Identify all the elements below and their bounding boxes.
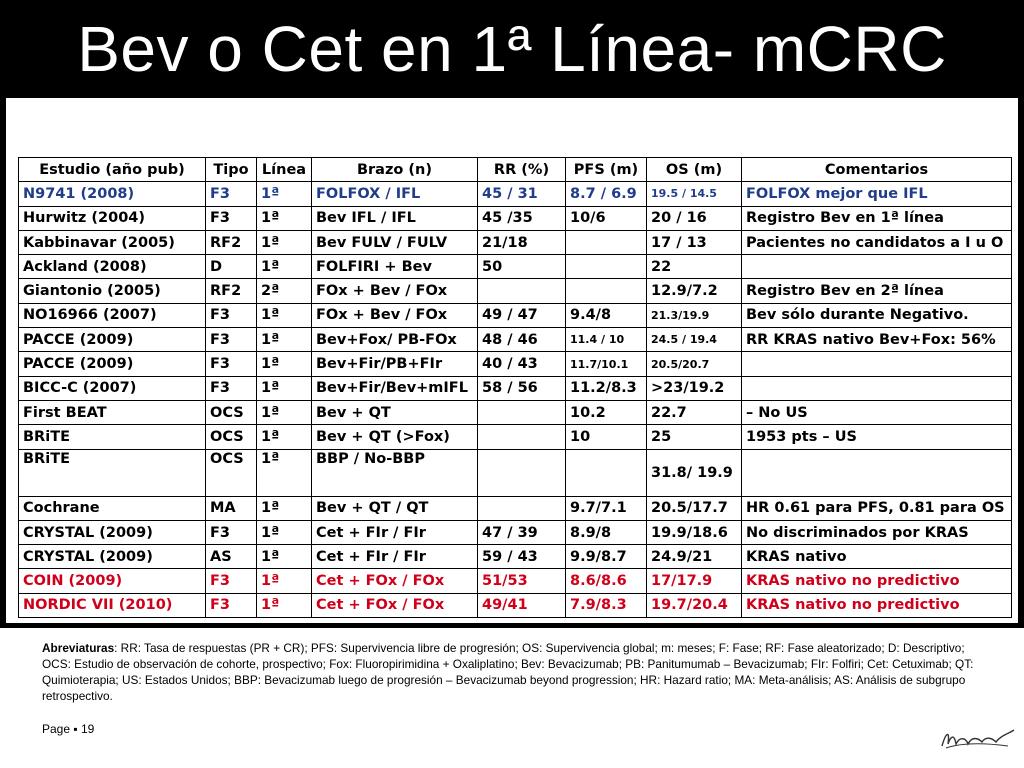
cell-comentarios bbox=[742, 352, 1012, 376]
cell-rr bbox=[478, 279, 566, 303]
cell-os: 19.7/20.4 bbox=[647, 593, 742, 617]
cell-rr: 58 / 56 bbox=[478, 376, 566, 400]
cell-tipo: F3 bbox=[206, 569, 257, 593]
cell-rr bbox=[478, 425, 566, 449]
cell-linea: 1ª bbox=[257, 593, 312, 617]
cell-os: 21.3/19.9 bbox=[647, 303, 742, 327]
cell-pfs bbox=[566, 230, 647, 254]
abbreviations-footnote bbox=[42, 640, 982, 704]
cell-comentarios: KRAS nativo no predictivo bbox=[742, 569, 1012, 593]
cell-brazo: Cet + FIr / FIr bbox=[312, 545, 478, 569]
cell-tipo: F3 bbox=[206, 352, 257, 376]
cell-estudio: CRYSTAL (2009) bbox=[19, 520, 206, 544]
cell-os: 20 / 16 bbox=[647, 206, 742, 230]
cell-linea: 1ª bbox=[257, 520, 312, 544]
cell-comentarios: Registro Bev en 2ª línea bbox=[742, 279, 1012, 303]
cell-brazo: Cet + FOx / FOx bbox=[312, 593, 478, 617]
cell-brazo: Bev+Fir/PB+FIr bbox=[312, 352, 478, 376]
cell-brazo: Cet + FIr / FIr bbox=[312, 520, 478, 544]
table-row bbox=[19, 303, 1012, 327]
cell-brazo: Bev+Fox/ PB-FOx bbox=[312, 328, 478, 352]
table-row bbox=[19, 255, 1012, 279]
table-row bbox=[19, 569, 1012, 593]
cell-pfs: 8.9/8 bbox=[566, 520, 647, 544]
cell-tipo: OCS bbox=[206, 425, 257, 449]
cell-os: 25 bbox=[647, 425, 742, 449]
cell-linea: 1ª bbox=[257, 352, 312, 376]
cell-rr: 40 / 43 bbox=[478, 352, 566, 376]
cell-os: 22.7 bbox=[647, 400, 742, 424]
cell-rr: 49/41 bbox=[478, 593, 566, 617]
cell-estudio: Ackland (2008) bbox=[19, 255, 206, 279]
table-row bbox=[19, 352, 1012, 376]
cell-pfs bbox=[566, 279, 647, 303]
cell-rr: 48 / 46 bbox=[478, 328, 566, 352]
table-row bbox=[19, 545, 1012, 569]
table-row bbox=[19, 230, 1012, 254]
cell-comentarios bbox=[742, 449, 1012, 496]
cell-tipo: F3 bbox=[206, 206, 257, 230]
cell-estudio: NORDIC VII (2010) bbox=[19, 593, 206, 617]
cell-rr bbox=[478, 496, 566, 520]
cell-pfs: 9.4/8 bbox=[566, 303, 647, 327]
header-comentarios: Comentarios bbox=[742, 158, 1012, 182]
slide-title: Bev o Cet en 1ª Línea- mCRC bbox=[77, 13, 947, 85]
cell-pfs bbox=[566, 449, 647, 496]
page-value: 19 bbox=[80, 722, 95, 736]
cell-pfs: 9.9/8.7 bbox=[566, 545, 647, 569]
cell-estudio: CRYSTAL (2009) bbox=[19, 545, 206, 569]
cell-comentarios: RR KRAS nativo Bev+Fox: 56% bbox=[742, 328, 1012, 352]
cell-pfs: 10 bbox=[566, 425, 647, 449]
cell-brazo: Bev + QT (>Fox) bbox=[312, 425, 478, 449]
cell-estudio: COIN (2009) bbox=[19, 569, 206, 593]
cell-tipo: F3 bbox=[206, 328, 257, 352]
cell-tipo: RF2 bbox=[206, 230, 257, 254]
cell-os: 24.9/21 bbox=[647, 545, 742, 569]
cell-brazo: Cet + FOx / FOx bbox=[312, 569, 478, 593]
cell-brazo: Bev FULV / FULV bbox=[312, 230, 478, 254]
cell-linea: 1ª bbox=[257, 206, 312, 230]
cell-rr bbox=[478, 400, 566, 424]
table-row bbox=[19, 520, 1012, 544]
cell-pfs: 11.7/10.1 bbox=[566, 352, 647, 376]
table-row bbox=[19, 593, 1012, 617]
cell-tipo: MA bbox=[206, 496, 257, 520]
table-row bbox=[19, 425, 1012, 449]
cell-os: 24.5 / 19.4 bbox=[647, 328, 742, 352]
cell-rr: 51/53 bbox=[478, 569, 566, 593]
cell-tipo: OCS bbox=[206, 449, 257, 496]
cell-estudio: BICC-C (2007) bbox=[19, 376, 206, 400]
cell-estudio: BRiTE bbox=[19, 425, 206, 449]
cell-brazo: BBP / No-BBP bbox=[312, 449, 478, 496]
cell-pfs: 8.6/8.6 bbox=[566, 569, 647, 593]
header-brazo: Brazo (n) bbox=[312, 158, 478, 182]
cell-brazo: Bev + QT bbox=[312, 400, 478, 424]
cell-estudio: BRiTE bbox=[19, 449, 206, 496]
table-header-row bbox=[19, 158, 1012, 182]
cell-brazo: Bev+Fir/Bev+mIFL bbox=[312, 376, 478, 400]
cell-linea: 1ª bbox=[257, 230, 312, 254]
cell-linea: 2ª bbox=[257, 279, 312, 303]
table-row bbox=[19, 206, 1012, 230]
cell-tipo: F3 bbox=[206, 303, 257, 327]
signature-icon bbox=[938, 724, 1018, 754]
cell-brazo: FOLFIRI + Bev bbox=[312, 255, 478, 279]
header-estudio: Estudio (año pub) bbox=[19, 158, 206, 182]
cell-estudio: First BEAT bbox=[19, 400, 206, 424]
cell-os: 22 bbox=[647, 255, 742, 279]
cell-pfs: 11.2/8.3 bbox=[566, 376, 647, 400]
cell-brazo: Bev + QT / QT bbox=[312, 496, 478, 520]
cell-pfs: 8.7 / 6.9 bbox=[566, 182, 647, 206]
page-label: Page bbox=[42, 722, 71, 736]
cell-linea: 1ª bbox=[257, 569, 312, 593]
cell-pfs bbox=[566, 255, 647, 279]
cell-comentarios: 1953 pts – US bbox=[742, 425, 1012, 449]
cell-tipo: F3 bbox=[206, 182, 257, 206]
cell-estudio: NO16966 (2007) bbox=[19, 303, 206, 327]
cell-tipo: OCS bbox=[206, 400, 257, 424]
header-os: OS (m) bbox=[647, 158, 742, 182]
cell-pfs: 10/6 bbox=[566, 206, 647, 230]
cell-tipo: F3 bbox=[206, 376, 257, 400]
cell-pfs: 9.7/7.1 bbox=[566, 496, 647, 520]
cell-estudio: PACCE (2009) bbox=[19, 328, 206, 352]
cell-comentarios bbox=[742, 255, 1012, 279]
cell-estudio: PACCE (2009) bbox=[19, 352, 206, 376]
cell-estudio: Giantonio (2005) bbox=[19, 279, 206, 303]
table-row bbox=[19, 279, 1012, 303]
cell-comentarios: KRAS nativo bbox=[742, 545, 1012, 569]
header-linea: Línea bbox=[257, 158, 312, 182]
cell-os: 20.5/20.7 bbox=[647, 352, 742, 376]
cell-comentarios: FOLFOX mejor que IFL bbox=[742, 182, 1012, 206]
cell-os: 17/17.9 bbox=[647, 569, 742, 593]
cell-pfs: 10.2 bbox=[566, 400, 647, 424]
cell-rr: 59 / 43 bbox=[478, 545, 566, 569]
cell-comentarios: No discriminados por KRAS bbox=[742, 520, 1012, 544]
cell-rr: 45 / 31 bbox=[478, 182, 566, 206]
cell-linea: 1ª bbox=[257, 400, 312, 424]
cell-brazo: FOx + Bev / FOx bbox=[312, 279, 478, 303]
table-row bbox=[19, 496, 1012, 520]
cell-estudio: Hurwitz (2004) bbox=[19, 206, 206, 230]
cell-linea: 1ª bbox=[257, 255, 312, 279]
table-row bbox=[19, 400, 1012, 424]
table-row bbox=[19, 328, 1012, 352]
cell-estudio: Kabbinavar (2005) bbox=[19, 230, 206, 254]
cell-comentarios: KRAS nativo no predictivo bbox=[742, 593, 1012, 617]
studies-table bbox=[18, 157, 1012, 618]
cell-tipo: F3 bbox=[206, 520, 257, 544]
cell-comentarios bbox=[742, 376, 1012, 400]
cell-tipo: RF2 bbox=[206, 279, 257, 303]
header-rr: RR (%) bbox=[478, 158, 566, 182]
cell-comentarios: – No US bbox=[742, 400, 1012, 424]
cell-linea: 1ª bbox=[257, 496, 312, 520]
cell-rr: 47 / 39 bbox=[478, 520, 566, 544]
cell-pfs: 11.4 / 10 bbox=[566, 328, 647, 352]
cell-linea: 1ª bbox=[257, 182, 312, 206]
table-row bbox=[19, 182, 1012, 206]
cell-os: 19.9/18.6 bbox=[647, 520, 742, 544]
cell-os: 17 / 13 bbox=[647, 230, 742, 254]
cell-tipo: AS bbox=[206, 545, 257, 569]
cell-brazo: FOx + Bev / FOx bbox=[312, 303, 478, 327]
cell-rr bbox=[478, 449, 566, 496]
header-pfs: PFS (m) bbox=[566, 158, 647, 182]
cell-rr: 45 /35 bbox=[478, 206, 566, 230]
cell-rr: 49 / 47 bbox=[478, 303, 566, 327]
cell-os: 31.8/ 19.9 bbox=[647, 449, 742, 496]
cell-comentarios: Bev sólo durante Negativo. bbox=[742, 303, 1012, 327]
cell-linea: 1ª bbox=[257, 449, 312, 496]
header-tipo: Tipo bbox=[206, 158, 257, 182]
abbreviations-label: Abreviaturas bbox=[42, 641, 115, 655]
cell-tipo: F3 bbox=[206, 593, 257, 617]
cell-comentarios: Registro Bev en 1ª línea bbox=[742, 206, 1012, 230]
cell-linea: 1ª bbox=[257, 425, 312, 449]
cell-pfs: 7.9/8.3 bbox=[566, 593, 647, 617]
cell-brazo: FOLFOX / IFL bbox=[312, 182, 478, 206]
cell-rr: 50 bbox=[478, 255, 566, 279]
cell-linea: 1ª bbox=[257, 376, 312, 400]
cell-os: >23/19.2 bbox=[647, 376, 742, 400]
cell-linea: 1ª bbox=[257, 328, 312, 352]
cell-estudio: N9741 (2008) bbox=[19, 182, 206, 206]
cell-linea: 1ª bbox=[257, 303, 312, 327]
cell-os: 19.5 / 14.5 bbox=[647, 182, 742, 206]
cell-comentarios: Pacientes no candidatos a I u O bbox=[742, 230, 1012, 254]
cell-linea: 1ª bbox=[257, 545, 312, 569]
page-number: Page ▪ 19 bbox=[42, 722, 95, 736]
cell-estudio: Cochrane bbox=[19, 496, 206, 520]
table-row bbox=[19, 376, 1012, 400]
abbreviations-text: : RR: Tasa de respuestas (PR + CR); PFS: Supervivencia libre de progresión; OS: Supervivencia global; m: meses; F: Fase; RF: Fase aleatorizado; D: Descriptivo; OCS: Estudio de observación de cohorte, prospectivo; Fox: Fluoropirimidina + Oxaliplatino; Bev: Bevacizumab; PB: Panitumumab – Bevacizumab; FIr: Folfiri; Cet: Cetuximab; QT: Quimioterapia; US: Estados Unidos; BBP: Bevacizumab luego de progresión – Bevacizumab beyond progression; HR: Hazard ratio; MA: Meta-análisis; AS: Análisis de subgrupo retrospectivo. bbox=[42, 641, 974, 703]
cell-tipo: D bbox=[206, 255, 257, 279]
table-row bbox=[19, 449, 1012, 496]
cell-comentarios: HR 0.61 para PFS, 0.81 para OS bbox=[742, 496, 1012, 520]
cell-os: 20.5/17.7 bbox=[647, 496, 742, 520]
cell-os: 12.9/7.2 bbox=[647, 279, 742, 303]
cell-brazo: Bev IFL / IFL bbox=[312, 206, 478, 230]
cell-rr: 21/18 bbox=[478, 230, 566, 254]
